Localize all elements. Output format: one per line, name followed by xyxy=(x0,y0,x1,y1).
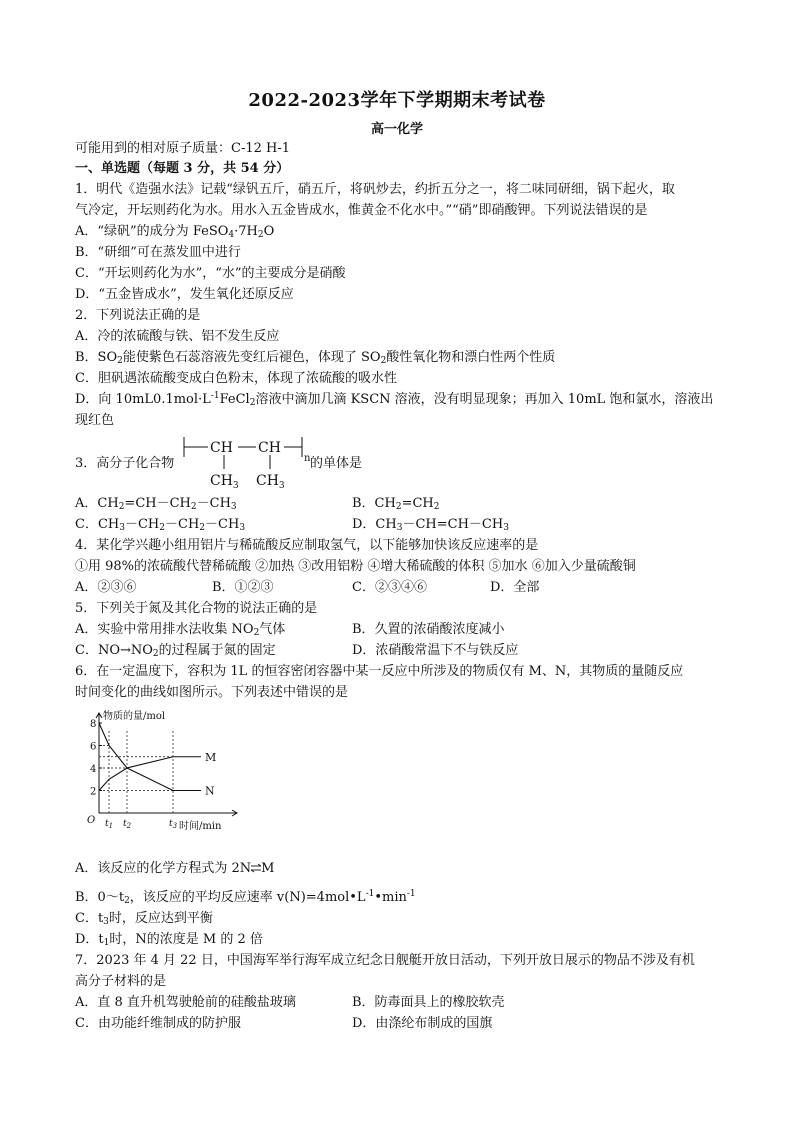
q2-stem: 2．下列说法正确的是 xyxy=(75,308,201,323)
x-tick-label: $t_2$ xyxy=(123,819,132,830)
y-tick-label: 2 xyxy=(90,786,97,798)
atomic-mass-line: 可能用到的相对原子质量：C-12 H-1 xyxy=(75,141,291,156)
q4-options-list: ①用 98%的浓硫酸代替稀硫酸 ②加热 ③改用铝粉 ④增大稀硫酸的体积 ⑤加水 ⑥加入少量硫酸铜 xyxy=(75,559,636,574)
exam-subtitle: 高一化学 xyxy=(370,122,423,137)
polymer-n: n xyxy=(304,453,310,464)
q5-stem: 5．下列关于氮及其化合物的说法正确的是 xyxy=(75,601,318,616)
q6-option-a: A．该反应的化学方程式为 2N M xyxy=(75,861,275,876)
equilibrium-arrow-icon xyxy=(251,861,261,875)
q3-stem-prefix: 3．高分子化合物 xyxy=(75,456,175,471)
q5-option-a: A．实验中常用排水法收集 $NO_2$气体 xyxy=(75,622,286,638)
q1-stem-line1: 1．明代《造强水法》记载“绿钒五斤，硝五斤，将矾炒去，约折五分之一，将二味同研细，锅下起火，取 xyxy=(75,182,675,197)
q4-stem: 4．某化学兴趣小组用铝片与稀硫酸反应制取氢气，以下能够加快该反应速率的是 xyxy=(75,538,539,553)
polymer-structure xyxy=(180,433,310,491)
q6-stem-line2: 时间变化的曲线如图所示。下列表述中错误的是 xyxy=(75,685,349,700)
q4-option-c: C．②③④⑥ xyxy=(352,580,427,595)
y-tick-label: 4 xyxy=(90,764,97,775)
q6-option-d: D．$t_1$时，N的浓度是 M 的 2 倍 xyxy=(75,932,263,948)
q6-option-c: C．$t_3$时，反应达到平衡 xyxy=(75,911,213,927)
q3-option-d: D．$CH_3-CH=CH-CH_3$ xyxy=(352,517,509,533)
exam-title: 2022-2023学年下学期期末考试卷 xyxy=(248,90,546,111)
y-tick-label: 8 xyxy=(90,719,97,730)
series-m-line xyxy=(99,757,201,791)
q2-option-d-cont: 现红色 xyxy=(75,413,115,428)
q5-option-c: C．$NO\to NO_2$的过程属于氮的固定 xyxy=(75,643,276,659)
q7-option-b: B．防毒面具上的橡胶软壳 xyxy=(352,995,505,1010)
q1-stem-line2: 气冷定，开坛则药化为水。用水入五金皆成水，惟黄金不化水中。”“硝”即硝酸钾。下列说法错误的是 xyxy=(75,203,648,218)
x-tick-label: $t_1$ xyxy=(105,819,114,830)
polymer-ch-2: CH xyxy=(258,440,281,456)
series-m-label: M xyxy=(205,750,217,764)
polymer-ch3-1: $CH_3$ xyxy=(210,473,239,491)
q7-option-d: D．由涤纶布制成的国旗 xyxy=(352,1016,493,1031)
q4-option-b: B．①②③ xyxy=(212,580,274,595)
q7-stem-line2: 高分子材料的是 xyxy=(75,974,167,989)
q6-chart xyxy=(77,705,247,835)
origin-label: O xyxy=(87,815,96,826)
series-n-label: N xyxy=(205,784,215,798)
q1-option-c: C．“开坛则药化为水”，“水”的主要成分是硝酸 xyxy=(75,266,346,281)
x-tick-label: $t_3$ xyxy=(169,819,178,830)
x-axis-label: 时间/min xyxy=(179,821,222,832)
q6-option-b: B．$0\sim t_2$，该反应的平均反应速率 $v(N)=4mol•L^{-1}•\min^{-1}$ xyxy=(75,889,416,906)
q5-option-b: B．久置的浓硝酸浓度减小 xyxy=(352,622,505,637)
q3-option-c: C．$CH_3-CH_2-CH_2-CH_3$ xyxy=(75,517,246,533)
q7-stem-line1: 7．2023 年 4 月 22 日，中国海军举行海军成立纪念日舰艇开放日活动，下列开放日展示的物品不涉及有机 xyxy=(75,953,695,968)
q4-option-d: D．全部 xyxy=(490,580,540,595)
q4-option-a: A．②③⑥ xyxy=(75,580,137,595)
q6-stem-line1: 6．在一定温度下，容积为 1L 的恒容密闭容器中某一反应中所涉及的物质仅有 M、N，其物质的量随反应 xyxy=(75,664,684,679)
q2-option-c: C．胆矾遇浓硫酸变成白色粉末，体现了浓硫酸的吸水性 xyxy=(75,371,397,386)
polymer-ch3-2: $CH_3$ xyxy=(256,473,285,491)
q2-option-d: D．向 $10mL0.1mol\cdot L^{-1}FeCl_2$溶液中滴加几滴 KSCN 溶液，没有明显现象；再加入 10mL 饱和氯水，溶液出 xyxy=(75,391,714,408)
q1-option-b: B．“研细”可在蒸发皿中进行 xyxy=(75,245,241,260)
q3-option-a: A．$CH_2=CH-CH_2-CH_3$ xyxy=(75,496,237,512)
q7-option-a: A．直 8 直升机驾驶舱前的硅酸盐玻璃 xyxy=(75,995,296,1010)
q3-option-b: B．$CH_2=CH_2$ xyxy=(352,496,440,512)
y-axis-label: 物质的量/mol xyxy=(103,711,166,722)
q1-option-d: D．“五金皆成水”，发生氧化还原反应 xyxy=(75,287,294,302)
y-tick-label: 6 xyxy=(90,741,97,753)
q7-option-c: C．由功能纤维制成的防护服 xyxy=(75,1016,241,1031)
q5-option-d: D．浓硝酸常温下不与铁反应 xyxy=(352,643,519,658)
q2-option-b: B．$SO_2$能使紫色石蕊溶液先变红后褪色，体现了 $SO_2$酸性氧化物和漂白性两个性质 xyxy=(75,350,556,366)
q2-option-a: A．冷的浓硫酸与铁、铝不发生反应 xyxy=(75,329,280,344)
section-heading: 一、单选题（每题 3 分，共 54 分） xyxy=(75,161,290,176)
q3-stem-suffix: 的单体是 xyxy=(310,456,363,471)
polymer-ch-1: CH xyxy=(210,440,233,456)
q1-option-a: A．“绿矾”的成分为 $FeSO_4\cdot 7H_2O$ xyxy=(75,224,275,240)
